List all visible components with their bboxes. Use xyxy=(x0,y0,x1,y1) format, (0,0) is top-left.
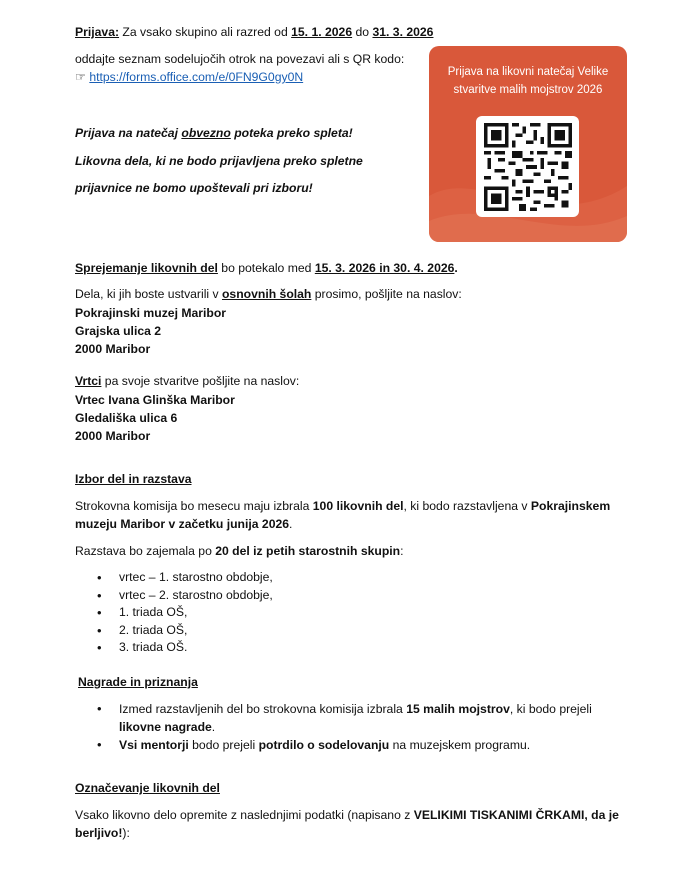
qr-card[interactable] xyxy=(429,46,627,242)
sprejemanje-line: Sprejemanje likovnih del bo potekalo med 15. 3. 2026 in 30. 4. 2026. xyxy=(75,261,458,275)
school-address: Pokrajinski muzej Maribor Grajska ulica 2 2000 Maribor xyxy=(75,306,227,356)
prijava-instructions: oddajte seznam sodelujočih otrok na povezavi ali s QR kodo: xyxy=(75,52,405,66)
qr-card-title: Prijava na likovni natečaj Velike stvaritve malih mojstrov 2026 xyxy=(447,66,609,96)
oznacevanje-paragraph: Vsako likovno delo opremite z naslednjimi podatki (napisano z VELIKIMI TISKANIMI ČRKAMI, da je berljivo!): xyxy=(75,808,619,840)
pointing-hand-icon: ☞ xyxy=(75,70,86,84)
online-note-2: Likovna dela, ki ne bodo prijavljena preko spletne xyxy=(75,154,363,168)
oznacevanje-heading: Označevanje likovnih del xyxy=(75,781,220,795)
online-note: Prijava na natečaj obvezno poteka preko spleta! xyxy=(75,126,353,140)
qr-code-icon xyxy=(484,123,572,211)
list-item: • 2. triada OŠ, xyxy=(75,622,273,640)
nagrade-heading: Nagrade in priznanja xyxy=(78,675,198,689)
awards-list xyxy=(75,700,615,754)
list-item: • vrtec – 1. starostno obdobje, xyxy=(75,569,273,587)
prijava-link-line xyxy=(75,69,303,87)
age-groups-list xyxy=(75,569,273,657)
list-item: • 3. triada OŠ. xyxy=(75,639,273,657)
razstava-line: Razstava bo zajemala po 20 del iz petih starostnih skupin: xyxy=(75,544,404,558)
list-item: • vrtec – 2. starostno obdobje, xyxy=(75,587,273,605)
izbor-heading: Izbor del in razstava xyxy=(75,472,192,486)
izbor-paragraph: Strokovna komisija bo mesecu maju izbrala 100 likovnih del, ki bodo razstavljena v Pokrajinskem muzeju Maribor v začetku junija 2026. xyxy=(75,499,611,531)
form-link[interactable]: https://forms.office.com/e/0FN9G0gy0N xyxy=(89,70,304,84)
kindergarten-address: Vrtec Ivana Glinška Maribor Gledališka ulica 6 2000 Maribor xyxy=(75,393,235,443)
schools-line: Dela, ki jih boste ustvarili v osnovnih šolah prosimo, pošljite na naslov: xyxy=(75,287,462,301)
list-item: • 1. triada OŠ, xyxy=(75,604,273,622)
list-item: • Vsi mentorji bodo prejeli potrdilo o sodelovanju na muzejskem programu. xyxy=(75,736,615,754)
online-note-3: prijavnice ne bomo upoštevali pri izboru! xyxy=(75,181,313,195)
prijava-line: Prijava: Za vsako skupino ali razred od 15. 1. 2026 do 31. 3. 2026 xyxy=(75,25,434,39)
qr-code-box[interactable] xyxy=(476,116,579,217)
list-item: • Izmed razstavljenih del bo strokovna komisija izbrala 15 malih mojstrov, ki bodo prejeli likovne nagrade. xyxy=(75,700,615,736)
kindergarten-line: Vrtci pa svoje stvaritve pošljite na naslov: xyxy=(75,374,300,388)
